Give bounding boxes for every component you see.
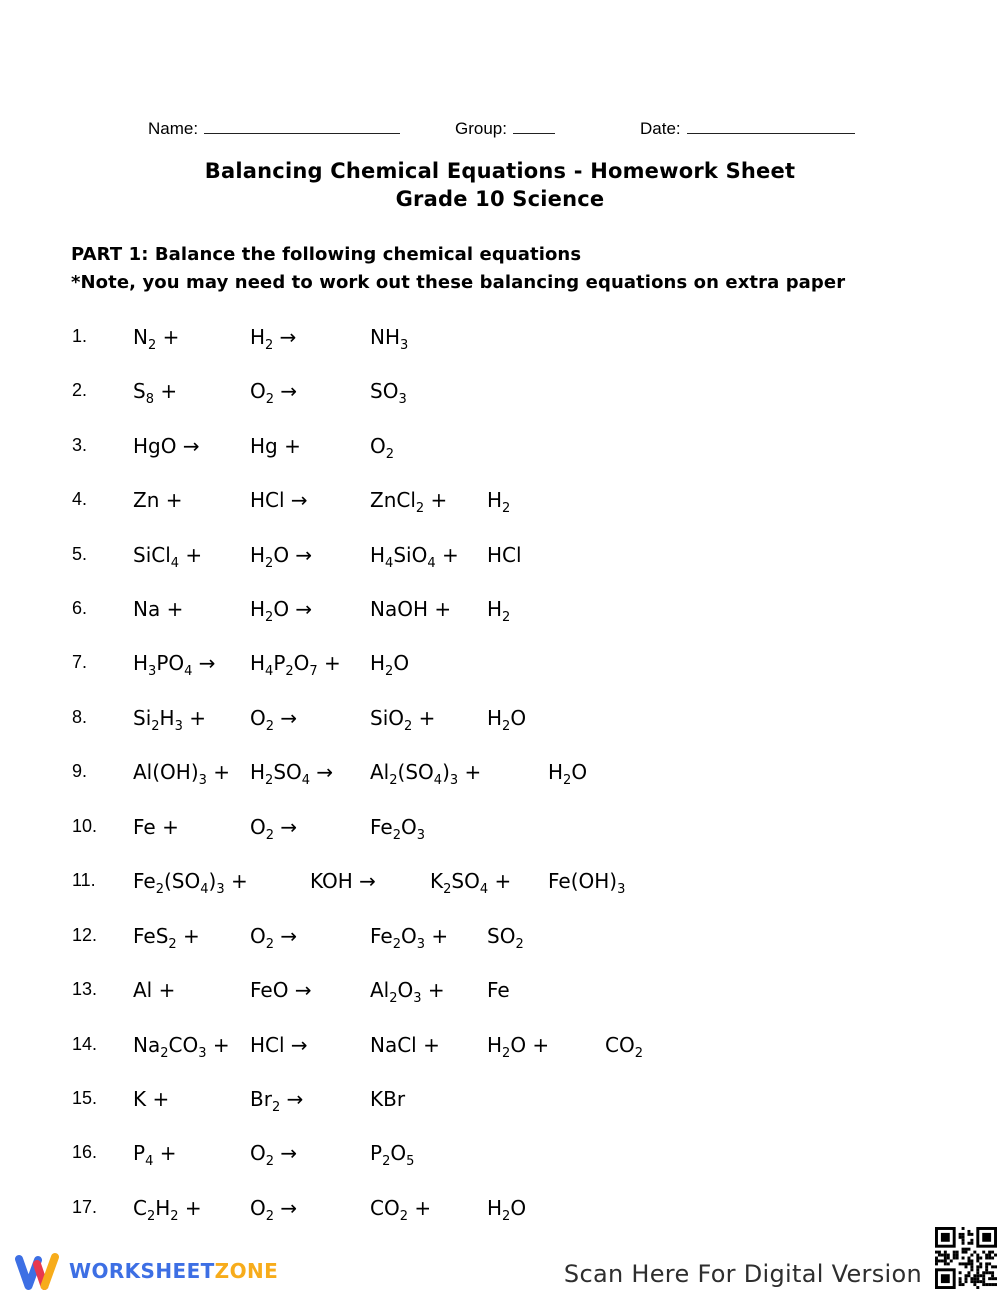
formula-term: $O_2$ → [250,924,298,952]
equation-number: 3. [72,435,88,455]
formula-term: $H_2$ [487,488,511,516]
formula-term: $Fe(OH)_3$ [548,869,626,897]
date-field [640,118,855,139]
equation-number: 6. [72,598,88,618]
equation-row [0,543,1000,573]
equation-row [0,1087,1000,1117]
equation-number: 16. [72,1142,98,1162]
formula-term: KOH → [310,869,376,893]
formula-term: HCl → [250,488,308,512]
title-line-2: Grade 10 Science [395,187,605,211]
group-blank-line [513,118,555,134]
formula-term: $H_2$ [487,597,511,625]
formula-term: NaOH + [370,597,452,621]
formula-term: SiCl$_4$ + [133,543,203,571]
equation-row [0,1196,1000,1226]
formula-term: $H_4SiO_4$ + [370,543,459,571]
page-title [0,157,1000,213]
equation-row [0,488,1000,518]
equation-number: 17. [72,1197,98,1217]
part-heading: PART 1: Balance the following chemical equations [71,244,582,265]
formula-term: $H_2O$ [370,651,410,679]
equation-number: 5. [72,544,88,564]
formula-term: $P_2O_5$ [370,1141,415,1169]
equation-row [0,434,1000,464]
note-line: *Note, you may need to work out these balancing equations on extra paper [71,271,846,293]
formula-term: $Al_2O_3$ + [370,978,445,1006]
brand-wordmark [69,1259,278,1283]
formula-term: ZnCl$_2$ + [370,488,448,516]
equation-number: 12. [72,925,98,945]
formula-term: $SO_2$ [487,924,524,952]
formula-term: HCl [487,543,522,567]
formula-term: $Fe_2(SO_4)_3$ + [133,869,248,897]
formula-term: $H_2O$ + [487,1033,550,1061]
formula-term: KBr [370,1087,406,1111]
equation-row [0,597,1000,627]
equation-row [0,1033,1000,1063]
formula-term: Al + [133,978,176,1002]
formula-term: $Br_2$ → [250,1087,304,1115]
group-label: Group: [455,119,507,138]
brand-word-zone: ZONE [214,1259,279,1283]
equation-number: 4. [72,489,88,509]
formula-term: $O_2$ [370,434,395,462]
formula-term: FeO → [250,978,312,1002]
formula-term: $NH_3$ [370,325,409,353]
formula-term: $Si_2H_3$ + [133,706,206,734]
formula-term: $O_2$ → [250,379,298,407]
formula-term: $SO_3$ [370,379,407,407]
name-field [148,118,400,139]
equation-number: 15. [72,1088,98,1108]
equation-row [0,760,1000,790]
formula-term: $H_2$ → [250,325,297,353]
group-field [455,118,555,139]
formula-term: $Al(OH)_3$ + [133,760,231,788]
scan-here-text: Scan Here For Digital Version [563,1260,922,1288]
equation-number: 10. [72,816,98,836]
equation-row [0,325,1000,355]
formula-term: $H_2O$ → [250,543,313,571]
formula-term: HgO → [133,434,200,458]
formula-term: $K_2SO_4$ + [430,869,512,897]
date-blank-line [687,118,855,134]
equation-number: 7. [72,652,88,672]
name-label: Name: [148,119,199,138]
formula-term: $N_2$ + [133,325,180,353]
formula-term: $P_4$ + [133,1141,177,1169]
formula-term: $O_2$ → [250,1141,298,1169]
formula-term: $H_2O$ [548,760,588,788]
formula-term: $Fe_2O_3$ [370,815,426,843]
equation-number: 8. [72,707,88,727]
formula-term: NaCl + [370,1033,440,1057]
date-label: Date: [640,119,681,138]
formula-term: $S_8$ + [133,379,178,407]
formula-term: $O_2$ → [250,815,298,843]
formula-term: $H_2SO_4$ → [250,760,334,788]
name-blank-line [204,118,400,134]
formula-term: $CO_2$ [605,1033,643,1061]
equation-row [0,924,1000,954]
equation-number: 11. [72,870,96,890]
equation-row [0,379,1000,409]
worksheet-zone-logo [14,1249,278,1292]
formula-term: Zn + [133,488,183,512]
equation-number: 9. [72,761,88,781]
equation-row [0,815,1000,845]
formula-term: $O_2$ → [250,1196,298,1224]
formula-term: SiO$_2$ + [370,706,436,734]
equation-number: 2. [72,380,88,400]
formula-term: $Na_2CO_3$ + [133,1033,230,1061]
formula-term: FeS$_2$ + [133,924,200,952]
equation-number: 13. [72,979,98,999]
formula-term: $Fe_2O_3$ + [370,924,449,952]
equation-number: 1. [72,326,88,346]
logo-w-icon [14,1249,60,1292]
formula-term: Fe + [133,815,179,839]
formula-term: $C_2H_2$ + [133,1196,202,1224]
formula-term: $H_3PO_4$ → [133,651,216,679]
qr-code [935,1227,997,1289]
title-line-1: Balancing Chemical Equations - Homework Sheet [204,159,796,183]
formula-term: $H_2O$ [487,1196,527,1224]
formula-term: $H_4P_2O_7$ + [250,651,341,679]
formula-term: $Al_2(SO_4)_3$ + [370,760,482,788]
equation-row [0,869,1000,899]
formula-term: $O_2$ → [250,706,298,734]
equation-row [0,706,1000,736]
equation-row [0,1141,1000,1171]
formula-term: Fe [487,978,510,1002]
formula-term: Na + [133,597,184,621]
formula-term: $CO_2$ + [370,1196,432,1224]
instructions [71,241,845,296]
formula-term: Hg + [250,434,301,458]
formula-term: HCl → [250,1033,308,1057]
brand-word-worksheet: WORKSHEET [69,1259,215,1283]
formula-term: $H_2O$ → [250,597,313,625]
equation-row [0,978,1000,1008]
equation-row [0,651,1000,681]
formula-term: $H_2O$ [487,706,527,734]
formula-term: K + [133,1087,170,1111]
equation-number: 14. [72,1034,98,1054]
